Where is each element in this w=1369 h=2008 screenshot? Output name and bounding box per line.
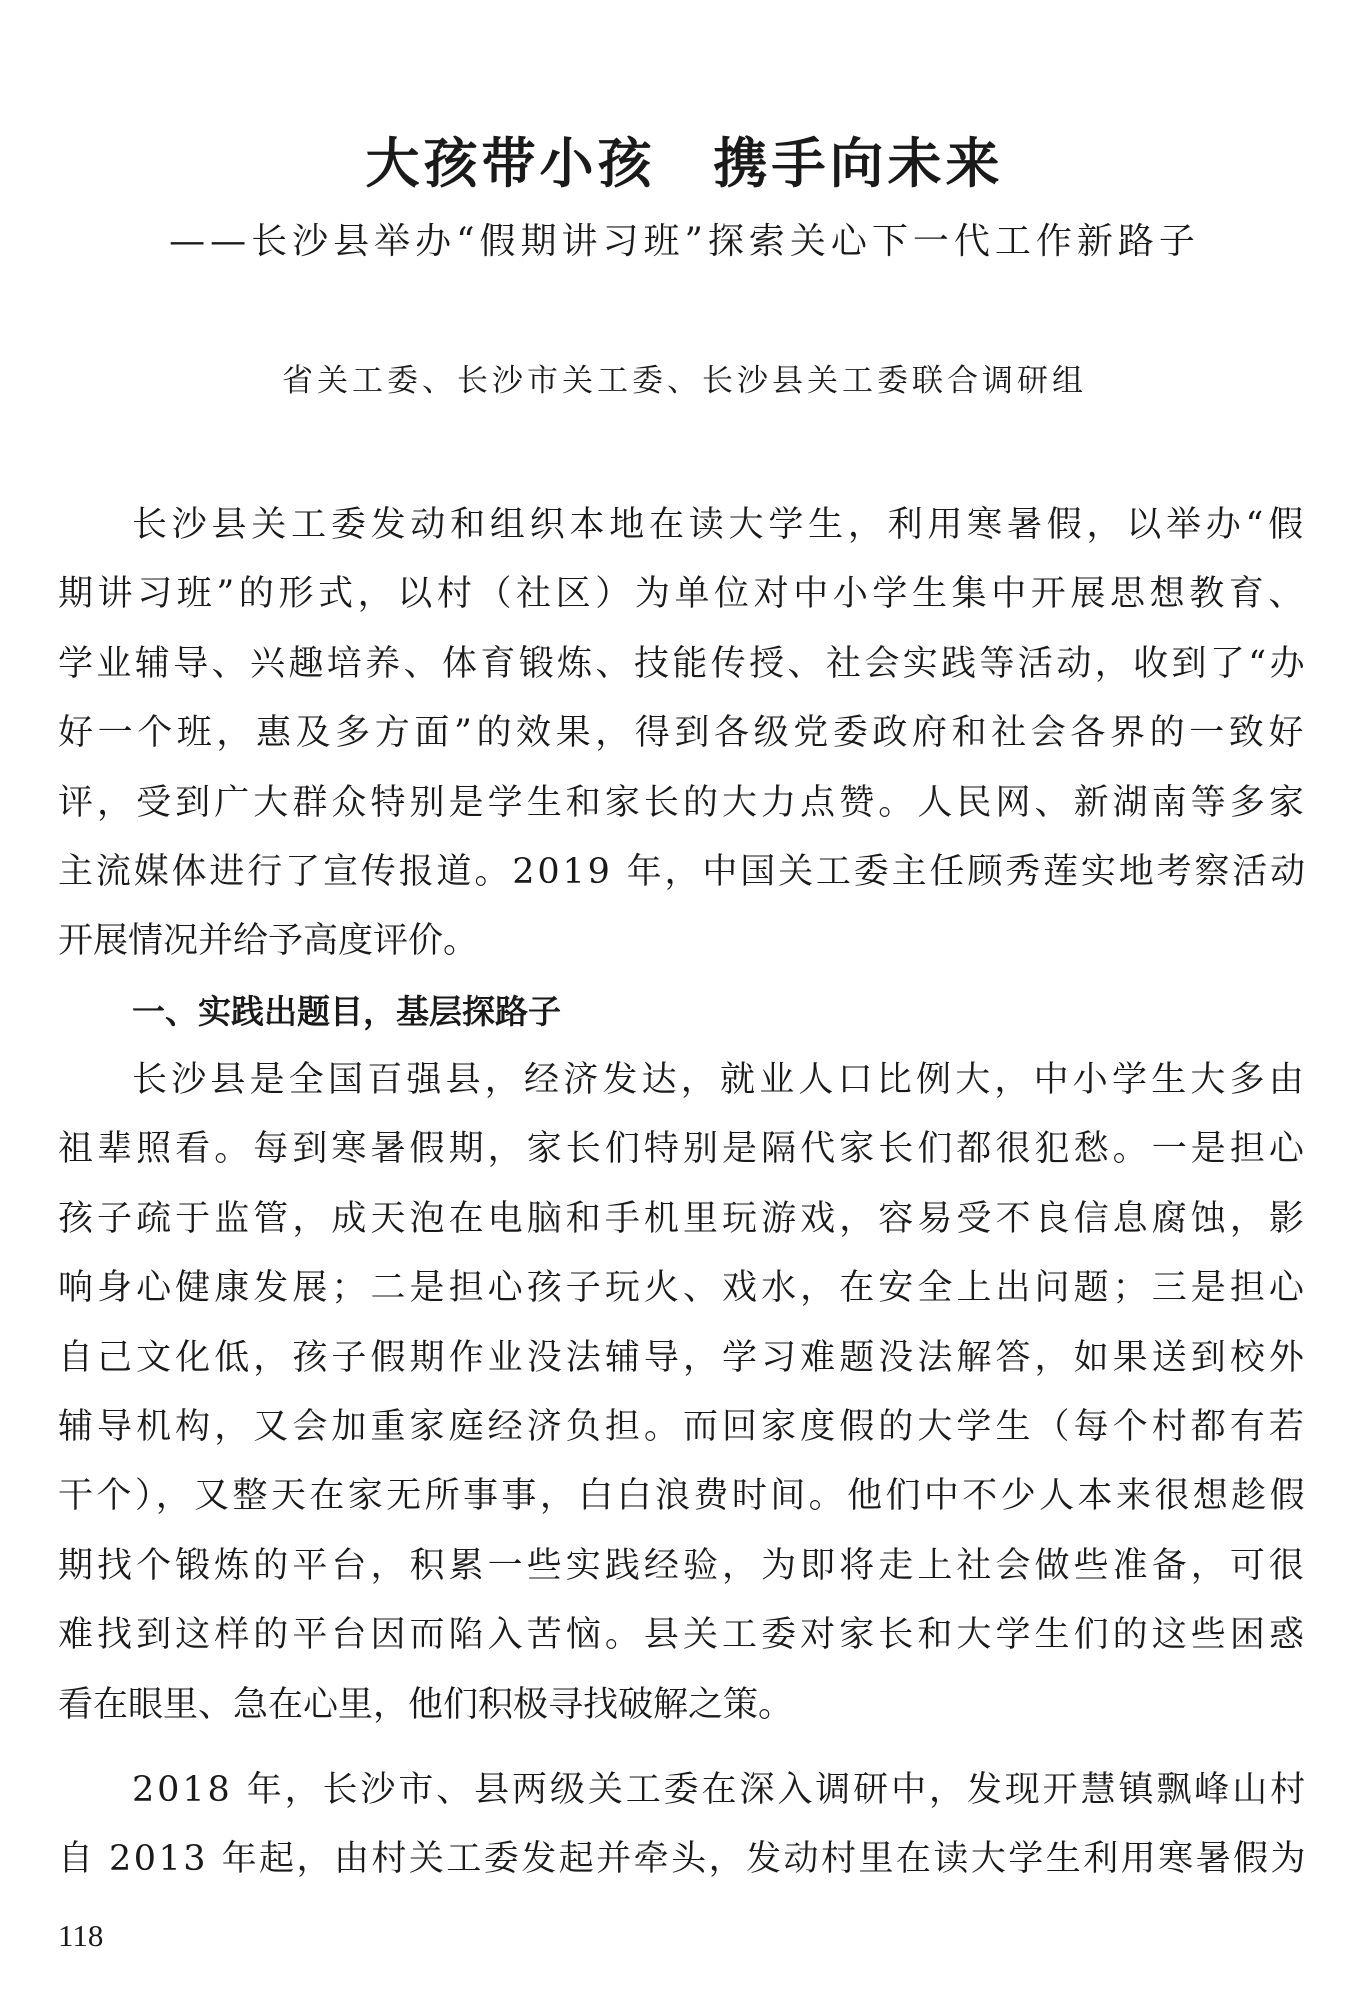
text-line: 开展情况并给予高度评价。 (58, 921, 479, 962)
discovery-paragraph (58, 1756, 1308, 1895)
text-line: 难找到这样的平台因而陷入苦恼。县关工委对家长和大学生们的这些困惑 (58, 1615, 1308, 1656)
background-paragraph (58, 1046, 1308, 1740)
page-number: 118 (58, 1918, 104, 1953)
text-line: 好一个班，惠及多方面”的效果，得到各级党委政府和社会各界的一致好 (58, 713, 1308, 754)
text-line: 2018 年，长沙市、县两级关工委在深入调研中，发现开慧镇飘峰山村 (132, 1770, 1308, 1810)
text-line: 干个），又整天在家无所事事，白白浪费时间。他们中不少人本来很想趁假 (58, 1476, 1308, 1517)
intro-paragraph (58, 491, 1308, 977)
text-line: 自己文化低，孩子假期作业没法辅导，学习难题没法解答，如果送到校外 (58, 1337, 1308, 1378)
text-line: 祖辈照看。每到寒暑假期，家长们特别是隔代家长们都很犯愁。一是担心 (58, 1129, 1308, 1170)
text-line: 自 2013 年起，由村关工委发起并牵头，发动村里在读大学生利用寒暑假为 (58, 1839, 1308, 1880)
text-line: 评，受到广大群众特别是学生和家长的大力点赞。人民网、新湖南等多家 (58, 782, 1308, 823)
text-line: 期讲习班”的形式，以村（社区）为单位对中小学生集中开展思想教育、 (58, 574, 1308, 615)
text-line: 长沙县关工委发动和组织本地在读大学生，利用寒暑假，以举办“假 (132, 505, 1308, 545)
text-line: 学业辅导、兴趣培养、体育锻炼、技能传授、社会实践等活动，收到了“办 (58, 643, 1308, 684)
text-line: 看在眼里、急在心里，他们积极寻找破解之策。 (58, 1684, 794, 1725)
section-heading-container (58, 977, 1308, 1046)
text-line: 响身心健康发展；二是担心孩子玩火、戏水，在安全上出问题；三是担心 (58, 1268, 1308, 1309)
text-line: 期找个锻炼的平台，积累一些实践经验，为即将走上社会做些准备，可很 (58, 1545, 1308, 1586)
section-heading: 一、实践出题目，基层探路子 (132, 992, 561, 1031)
text-line: 长沙县是全国百强县，经济发达，就业人口比例大，中小学生大多由 (132, 1060, 1308, 1100)
article-title: 大孩带小孩 携手向未来 (365, 131, 1004, 195)
text-line: 辅导机构，又会加重家庭经济负担。而回家度假的大学生（每个村都有若 (58, 1406, 1308, 1447)
text-line: 主流媒体进行了宣传报道。2019 年，中国关工委主任顾秀莲实地考察活动 (58, 851, 1308, 892)
text-line: 孩子疏于监管，成天泡在电脑和手机里玩游戏，容易受不良信息腐蚀，影 (58, 1198, 1308, 1239)
article-subtitle: ——长沙县举办“假期讲习班”探索关心下一代工作新路子 (169, 221, 1200, 262)
article-author: 省关工委、长沙市关工委、长沙县关工委联合调研组 (282, 363, 1087, 399)
